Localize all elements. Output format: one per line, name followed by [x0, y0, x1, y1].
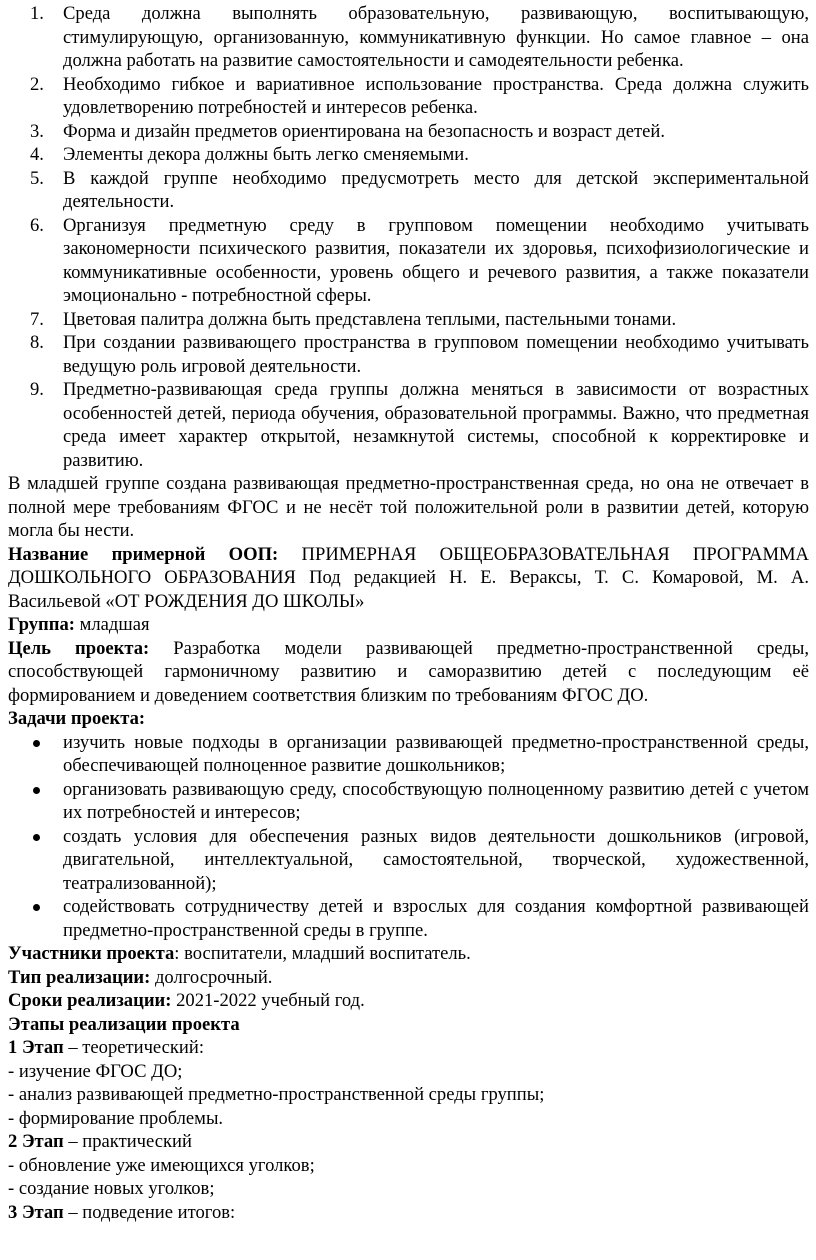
list-item-text: Необходимо гибкое и вариативное использование пространства. Среда должна служить удовлетворению потребностей и интересов ребенка. — [63, 73, 809, 118]
participants-label: Участники проекта — [8, 943, 175, 964]
bullet-icon — [33, 740, 40, 747]
goal-label: Цель проекта: — [8, 637, 150, 659]
impl-period-line — [8, 989, 809, 1013]
requirements-list — [8, 2, 809, 472]
impl-type-value: долгосрочный. — [150, 966, 273, 988]
list-number: 2. — [30, 73, 44, 95]
list-item — [8, 331, 809, 378]
stage1-label: 1 Этап — [8, 1037, 64, 1058]
stage3-label: 3 Этап — [8, 1201, 64, 1223]
task-item — [8, 895, 809, 942]
bullet-icon — [33, 834, 40, 841]
task-text: создать условия для обеспечения разных видов деятельности дошкольников (игровой, двигательной, интеллектуальной, самостоятельной, творческой, художественной, театрализованной); — [63, 825, 809, 894]
stage3-value: – подведение итогов: — [63, 1201, 236, 1223]
group-line — [8, 613, 809, 637]
task-item — [8, 825, 809, 896]
list-item — [8, 378, 809, 472]
stage1-item: - анализ развивающей предметно-пространственной среды группы; — [8, 1084, 545, 1105]
oop-line — [8, 543, 809, 614]
list-item — [8, 308, 809, 332]
stage3-line — [8, 1201, 809, 1225]
list-item — [8, 120, 809, 144]
list-item-text: При создании развивающего пространства в групповом помещении необходимо учитывать ведущую роль игровой деятельности. — [63, 332, 809, 377]
list-item — [8, 2, 809, 73]
participants-value: : воспитатели, младший воспитатель. — [174, 943, 471, 964]
list-item-text: В каждой группе необходимо предусмотреть место для детской экспериментальной деятельности. — [63, 167, 809, 212]
stage1-item: - изучение ФГОС ДО; — [8, 1060, 183, 1082]
goal-line — [8, 637, 809, 708]
intro-paragraph: В младшей группе создана развивающая предметно-пространственная среда, но она не отвечает в полной мере требованиям ФГОС и не несёт той положительной роли в развитии детей, которую могла бы нести. — [8, 473, 809, 541]
bullet-icon — [33, 787, 40, 794]
stage1-item: - формирование проблемы. — [8, 1107, 224, 1129]
oop-label: Название примерной ООП: — [8, 543, 279, 565]
list-number: 3. — [30, 120, 44, 142]
stage2-item: - обновление уже имеющихся уголков; — [8, 1154, 315, 1176]
task-text: содействовать сотрудничеству детей и взрослых для создания комфортной развивающей предметно-пространственной среды в группе. — [63, 896, 809, 941]
list-item-text: Цветовая палитра должна быть представлена теплыми, пастельными тонами. — [63, 308, 677, 330]
list-item-text: Организуя предметную среду в групповом помещении необходимо учитывать закономерности психического развития, показатели их здоровья, психофизиологические и коммуникативные особенности, уровень общего и речевого развития, а также показатели эмоционально - потребностной сферы. — [63, 214, 809, 306]
task-item — [8, 731, 809, 778]
impl-period-label: Сроки реализации: — [8, 990, 172, 1011]
tasks-label: Задачи проекта: — [8, 708, 146, 729]
stage1-value: – теоретический: — [63, 1037, 205, 1058]
list-number: 7. — [30, 308, 44, 330]
stage2-item: - создание новых уголков; — [8, 1178, 215, 1199]
task-text: изучить новые подходы в организации развивающей предметно-пространственной среды, обеспечивающей полноценное развитие дошкольников; — [63, 731, 809, 776]
list-item — [8, 73, 809, 120]
stage2-line — [8, 1130, 809, 1154]
list-item-text: Среда должна выполнять образовательную, развивающую, воспитывающую, стимулирующую, организованную, коммуникативную функции. Но самое главное – она должна работать на развитие самостоятельности и самодеятельности ребенка. — [63, 3, 809, 71]
list-number: 6. — [30, 214, 44, 236]
list-number: 4. — [30, 144, 44, 165]
list-number: 1. — [30, 3, 44, 24]
impl-type-label: Тип реализации: — [8, 966, 151, 988]
list-item-text: Элементы декора должны быть легко сменяемыми. — [63, 144, 469, 165]
group-label: Группа: — [8, 614, 75, 635]
participants-line — [8, 942, 809, 966]
impl-type-line — [8, 966, 809, 990]
stage1-line — [8, 1036, 809, 1060]
list-item — [8, 167, 809, 214]
stage2-value: – практический — [63, 1131, 192, 1152]
stages-title: Этапы реализации проекта — [8, 1013, 240, 1035]
list-item — [8, 143, 809, 167]
list-item-text: Форма и дизайн предметов ориентирована на безопасность и возраст детей. — [63, 120, 666, 142]
list-item-text: Предметно-развивающая среда группы должна меняться в зависимости от возрастных особенностей детей, периода обучения, образовательной программы. Важно, что предметная среда имеет характер открытой, незамкнутой системы, способной к корректировке и развитию. — [63, 379, 809, 471]
tasks-heading — [8, 707, 809, 731]
tasks-list — [8, 731, 809, 943]
list-number: 9. — [30, 379, 44, 400]
stage2-label: 2 Этап — [8, 1131, 64, 1152]
task-text: организовать развивающую среду, способствующую полноценному развитию детей с учетом их потребностей и интересов; — [63, 778, 809, 823]
impl-period-value: 2021-2022 учебный год. — [171, 990, 365, 1011]
goal-value: Разработка модели развивающей предметно-пространственной среды, способствующей гармоничному развитию и саморазвитию детей с последующим её формированием и доведением соответствия близким по требованиям ФГОС ДО. — [8, 637, 810, 706]
list-item — [8, 214, 809, 308]
list-number: 5. — [30, 167, 44, 189]
list-number: 8. — [30, 332, 44, 353]
oop-value: ПРИМЕРНАЯ ОБЩЕОБРАЗОВАТЕЛЬНАЯ ПРОГРАММА ДОШКОЛЬНОГО ОБРАЗОВАНИЯ Под редакцией Н. Е. Вераксы, Т. С. Комаровой, М. А. Васильевой «ОТ РОЖДЕНИЯ ДО ШКОЛЫ» — [8, 543, 809, 612]
stages-heading — [8, 1013, 809, 1037]
group-value: младшая — [74, 614, 150, 635]
bullet-icon — [33, 904, 40, 911]
task-item — [8, 778, 809, 825]
